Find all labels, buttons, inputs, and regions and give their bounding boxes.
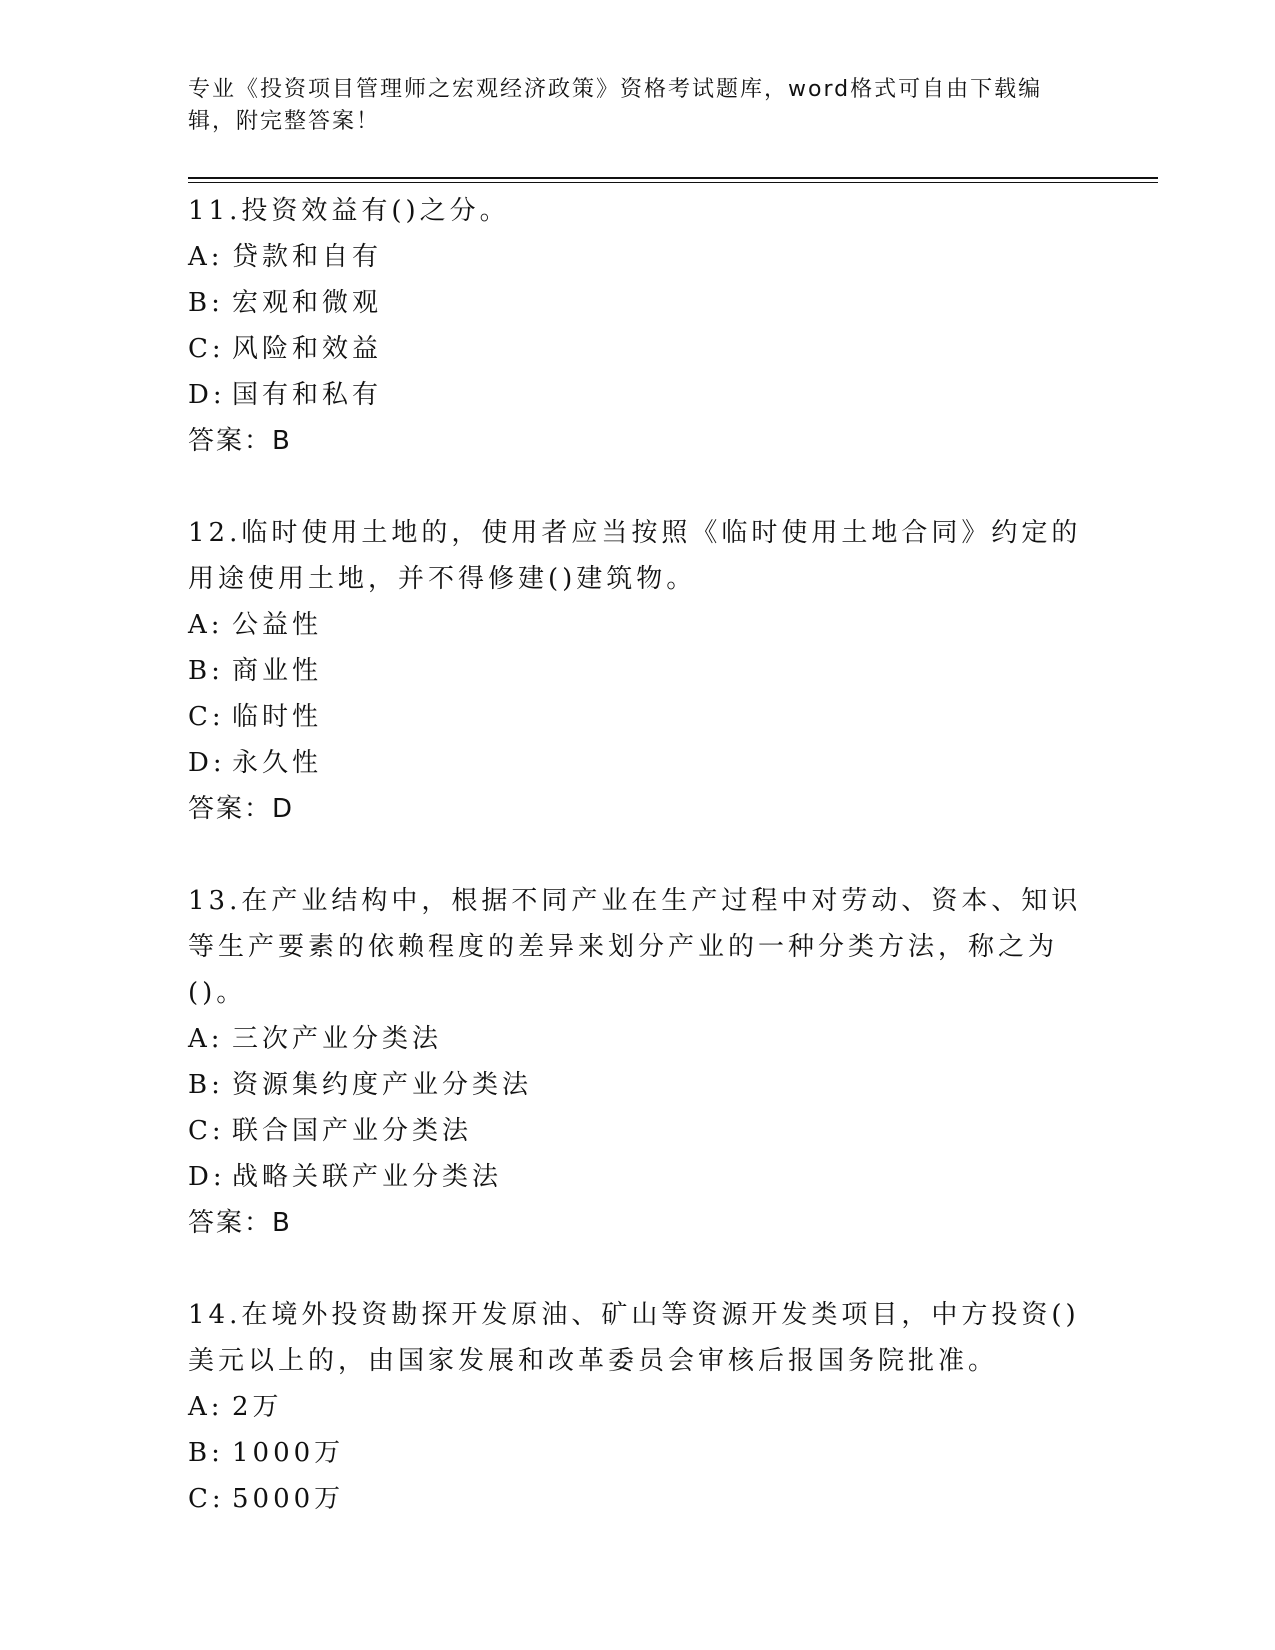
option-key: A: <box>188 1392 224 1422</box>
option-text: 联合国产业分类法 <box>232 1116 473 1146</box>
answer-line: 答案：B <box>188 426 292 456</box>
option-text: 国有和私有 <box>232 380 383 410</box>
option-key: B: <box>188 1438 224 1468</box>
option-key: B: <box>188 656 224 686</box>
option-text: 临时性 <box>232 702 323 732</box>
option-text: 公益性 <box>232 610 323 640</box>
question-14 <box>188 1292 1088 1522</box>
option-key: A: <box>188 610 224 640</box>
option-text: 风险和效益 <box>232 334 383 364</box>
header-rule-thick <box>188 177 1158 179</box>
option-c <box>188 326 1088 372</box>
option-key: D: <box>188 748 226 778</box>
option-key: D: <box>188 1162 226 1192</box>
option-key: C: <box>188 1484 225 1514</box>
option-b <box>188 280 1088 326</box>
option-key: C: <box>188 1116 225 1146</box>
option-key: C: <box>188 702 225 732</box>
option-text: 资源集约度产业分类法 <box>232 1070 533 1100</box>
question-13 <box>188 878 1088 1246</box>
option-text: 2万 <box>232 1392 283 1422</box>
option-a <box>188 1016 1088 1062</box>
question-stem: 12.临时使用土地的，使用者应当按照《临时使用土地合同》约定的用途使用土地，并不得修建()建筑物。 <box>188 518 1082 594</box>
answer-line: 答案：B <box>188 1208 292 1238</box>
question-stem: 11.投资效益有()之分。 <box>188 196 510 226</box>
option-b <box>188 1062 1088 1108</box>
option-d <box>188 740 1088 786</box>
option-c <box>188 1476 1088 1522</box>
option-d <box>188 1154 1088 1200</box>
option-key: D: <box>188 380 226 410</box>
question-12 <box>188 510 1088 832</box>
option-key: A: <box>188 242 224 272</box>
option-text: 三次产业分类法 <box>232 1024 443 1054</box>
question-11 <box>188 188 1088 464</box>
option-text: 战略关联产业分类法 <box>232 1162 503 1192</box>
option-a <box>188 234 1088 280</box>
option-key: B: <box>188 1070 224 1100</box>
option-text: 贷款和自有 <box>232 242 383 272</box>
option-c <box>188 1108 1088 1154</box>
header-rule-thin <box>188 182 1158 183</box>
question-stem: 14.在境外投资勘探开发原油、矿山等资源开发类项目，中方投资()美元以上的，由国家发展和改革委员会审核后报国务院批准。 <box>188 1300 1080 1376</box>
option-a <box>188 1384 1088 1430</box>
option-text: 商业性 <box>232 656 323 686</box>
option-text: 宏观和微观 <box>232 288 383 318</box>
option-c <box>188 694 1088 740</box>
option-text: 永久性 <box>232 748 323 778</box>
option-d <box>188 372 1088 418</box>
answer-line: 答案：D <box>188 794 295 824</box>
option-key: A: <box>188 1024 224 1054</box>
option-key: C: <box>188 334 225 364</box>
option-text: 1000万 <box>232 1438 345 1468</box>
option-a <box>188 602 1088 648</box>
question-list <box>188 188 1088 1568</box>
option-b <box>188 648 1088 694</box>
question-stem: 13.在产业结构中，根据不同产业在生产过程中对劳动、资本、知识等生产要素的依赖程度的差异来划分产业的一种分类方法，称之为()。 <box>188 886 1082 1008</box>
option-b <box>188 1430 1088 1476</box>
option-key: B: <box>188 288 224 318</box>
document-header: 专业《投资项目管理师之宏观经济政策》资格考试题库，word格式可自由下载编辑，附完整答案！ <box>188 77 1043 134</box>
option-text: 5000万 <box>232 1484 345 1514</box>
